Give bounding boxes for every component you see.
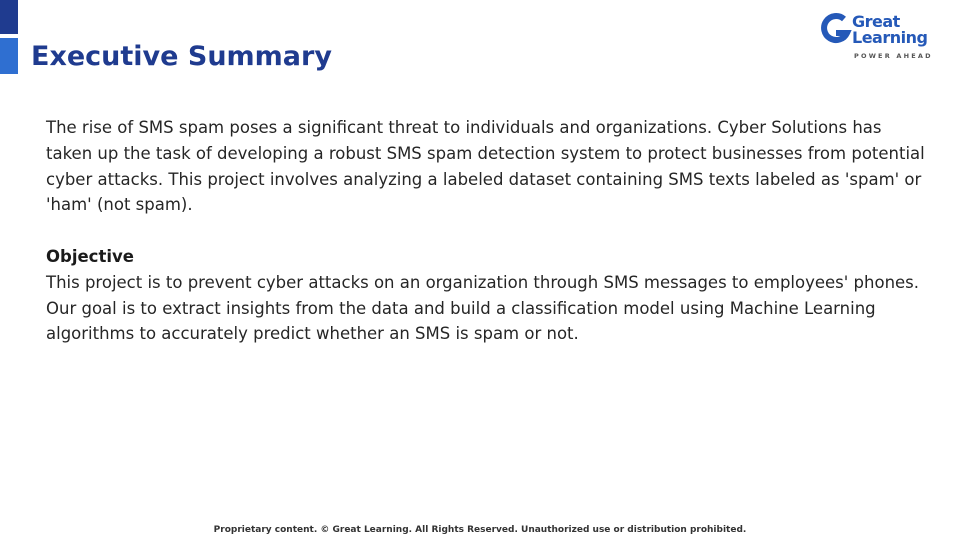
great-learning-logo [820,12,946,64]
accent-bar-light [0,38,18,74]
intro-paragraph: The rise of SMS spam poses a significant threat to individuals and organizations. Cyber Solutions has taken up the task of developing a robust SMS spam detection system to protect businesses from potential cyber attacks. This project involves analyzing a labeled dataset containing SMS texts labeled as 'spam' or 'ham' (not spam). [46,118,925,215]
footer-disclaimer: Proprietary content. © Great Learning. All Rights Reserved. Unauthorized use or distribution prohibited. [213,525,747,535]
accent-bar-dark [0,0,18,34]
logo-tagline: POWER AHEAD [854,52,933,60]
slide-title: Executive Summary [31,41,332,72]
logo-text-line2: Learning [852,28,928,47]
objective-paragraph: This project is to prevent cyber attacks on an organization through SMS messages to employees' phones. Our goal is to extract insights from the data and build a classification model using Machine Learning algorithms to accurately predict whether an SMS is spam or not. [46,272,920,344]
objective-heading: Objective [46,246,134,266]
slide-body [46,115,926,347]
great-learning-g-icon [820,13,852,47]
logo-text-line1: Great [852,12,900,31]
